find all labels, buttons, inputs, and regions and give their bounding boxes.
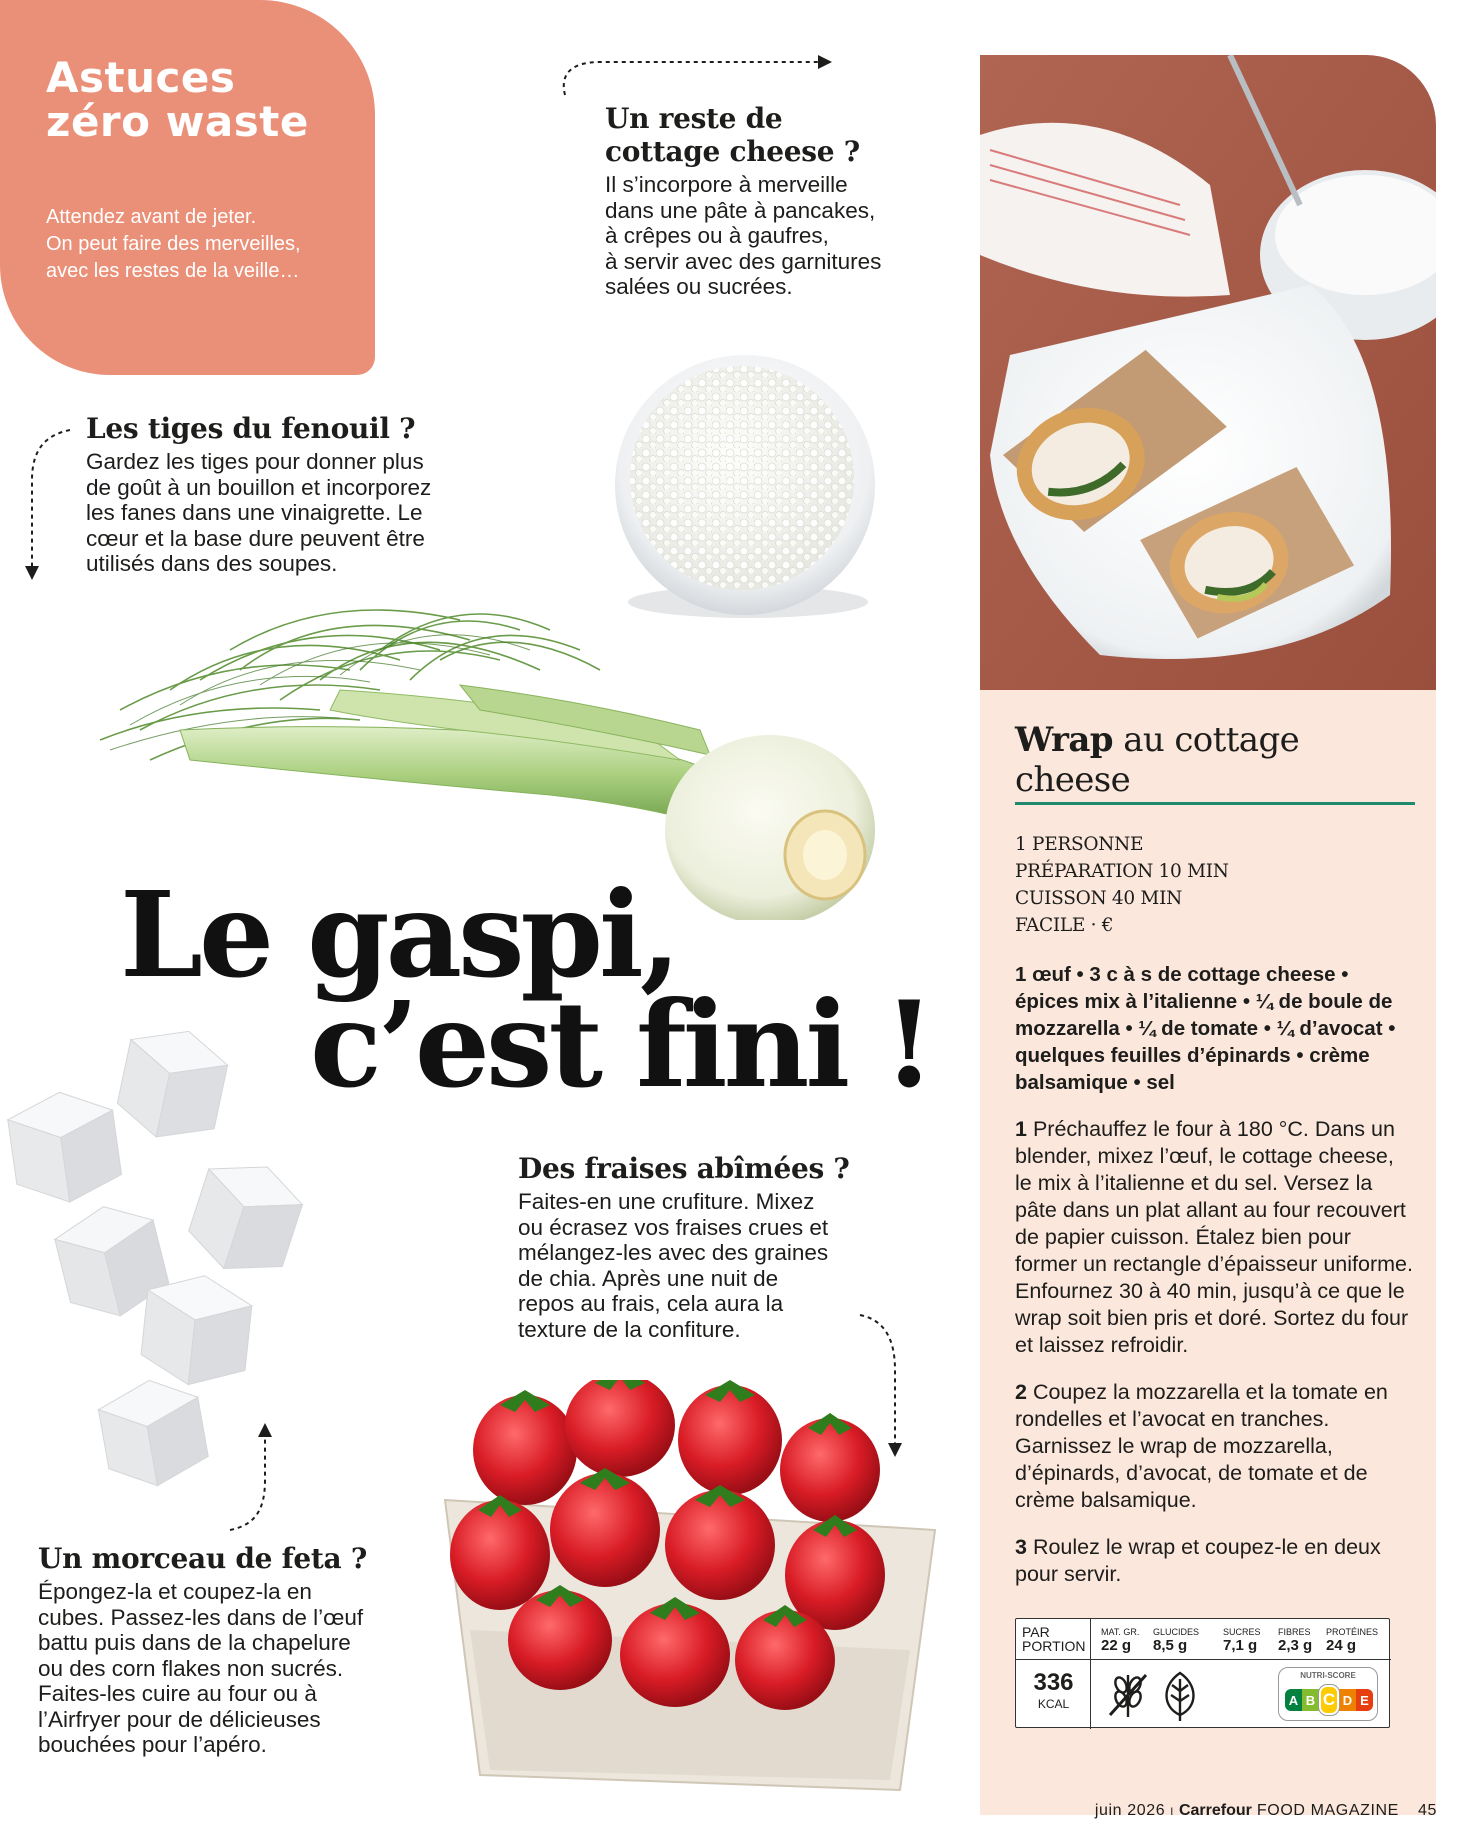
nutrient-sugars: SUCRES 7,1 g — [1223, 1627, 1261, 1654]
tip-feta — [38, 1542, 438, 1758]
headline-line1: Le gaspi, — [120, 865, 677, 1004]
tip-cottage — [605, 102, 965, 300]
feta-cubes-image — [0, 1010, 340, 1510]
nutriscore-letter-d: D — [1339, 1689, 1356, 1711]
recipe-meta — [1015, 831, 1415, 939]
intro-box — [0, 0, 375, 375]
recipe-prep-time: PRÉPARATION 10 MIN — [1015, 861, 1229, 882]
nutriscore-letter-c: C — [1319, 1685, 1339, 1715]
recipe-step: 3 Roulez le wrap et coupez-le en deux pour servir. — [1015, 1535, 1381, 1586]
nutrient-fat: MAT. GR. 22 g — [1101, 1627, 1140, 1654]
recipe-step: 2 Coupez la mozzarella et la tomate en rondelles et l’avocat en tranches. Garnissez le wrap de mozzarella, d’épinards, d’avocat, de tomate et de crème balsamique. — [1015, 1380, 1388, 1512]
footer-separator: I — [1170, 1806, 1174, 1818]
kcal-label: KCAL — [1037, 1697, 1070, 1711]
nutrient-carbs: GLUCIDES 8,5 g — [1153, 1627, 1200, 1654]
recipe-cook-time: CUISSON 40 MIN — [1015, 888, 1182, 909]
tip-cottage-text: Il s’incorpore à merveille dans une pâte à pancakes, à crêpes ou à gaufres, à servir avec des garnitures salées ou sucrées. — [605, 172, 882, 299]
brand-name: Carrefour — [1178, 1802, 1252, 1819]
tip-fraises — [518, 1152, 918, 1342]
recipe-title: Wrap au cottage cheese — [1015, 720, 1415, 805]
kcal-value: 336 — [1033, 1669, 1074, 1696]
tip-fenouil-title: Les tiges du fenouil ? — [86, 412, 416, 445]
nutrient-proteins: PROTÉINES 24 g — [1326, 1627, 1379, 1654]
tip-fenouil — [86, 412, 506, 577]
nutriscore-letter-b: B — [1302, 1689, 1319, 1711]
magazine-name: FOOD MAGAZINE — [1256, 1802, 1399, 1819]
intro-text: Attendez avant de jeter. On peut faire des merveilles, avec les restes de la veille… — [46, 206, 301, 282]
issue-date: juin 2026 — [1094, 1802, 1166, 1819]
tip-cottage-title: Un reste de cottage cheese ? — [605, 102, 860, 168]
tip-fraises-title: Des fraises abîmées ? — [518, 1152, 850, 1185]
page-footer — [1095, 1802, 1437, 1820]
vegetarian-leaf-icon — [1158, 1669, 1202, 1723]
nutriscore-label: NUTRI-SCORE — [1300, 1671, 1356, 1680]
cottage-cheese-bowl-image — [600, 350, 890, 625]
page-number: 45 — [1418, 1802, 1437, 1819]
recipe-step: 1 Préchauffez le four à 180 °C. Dans un blender, mixez l’œuf, le cottage cheese, le mix à l’italienne et du sel. Versez la pâte dans un plat allant au four recouvert de papier cuisson. Étalez bien pour former un rectangle d’épaisseur uniforme. Enfournez 30 à 40 min, jusqu’à ce que le wrap soit bien pris et doré. Sortez du four et laissez refroidir. — [1015, 1117, 1413, 1357]
nutrition-portion-column — [1016, 1619, 1091, 1729]
recipe-body — [1015, 720, 1415, 1588]
headline-line2: c’est fini ! — [310, 975, 932, 1114]
nutriscore-letter-a: A — [1285, 1689, 1302, 1711]
nutriscore-letter-e: E — [1356, 1689, 1373, 1711]
recipe-level: FACILE · € — [1015, 915, 1114, 936]
wrap-photo — [980, 55, 1436, 690]
tip-feta-title: Un morceau de feta ? — [38, 1542, 367, 1575]
gluten-free-icon — [1104, 1669, 1152, 1721]
strawberries-image — [430, 1380, 955, 1810]
nutriscore-scale — [1285, 1684, 1373, 1716]
wrap-illustration — [980, 55, 1436, 690]
recipe-servings: 1 PERSONNE — [1015, 834, 1144, 855]
recipe-ingredients: 1 œuf • 3 c à s de cottage cheese • épices mix à l’italienne • ¼ de boule de mozzarella • ¼ de tomate • ¼ d’avocat • quelques feuilles d’épinards • crème balsamique • sel — [1015, 963, 1396, 1094]
tip-feta-text: Épongez-la et coupez-la en cubes. Passez-les dans de l’œuf battu puis dans de la chapelure ou des corn flakes non sucrés. Faites-les cuire au four ou à l’Airfryer pour de délicieuses bouchées pour l’apéro. — [38, 1579, 364, 1757]
nutrition-box — [1015, 1618, 1390, 1728]
intro-title: Astuces zéro waste — [46, 53, 309, 146]
tip-fraises-text: Faites-en une crufiture. Mixez ou écrasez vos fraises crues et mélangez-les avec des graines de chia. Après une nuit de repos au frais, cela aura la texture de la confiture. — [518, 1189, 829, 1342]
nutriscore-badge — [1278, 1667, 1378, 1721]
nutrient-fibres: FIBRES 2,3 g — [1278, 1627, 1313, 1654]
tip-fenouil-text: Gardez les tiges pour donner plus de goût à un bouillon et incorporez les fanes dans une vinaigrette. Le cœur et la base dure peuvent être utilisés dans des soupes. — [86, 449, 432, 576]
per-portion-label: PAR PORTION — [1022, 1624, 1086, 1654]
